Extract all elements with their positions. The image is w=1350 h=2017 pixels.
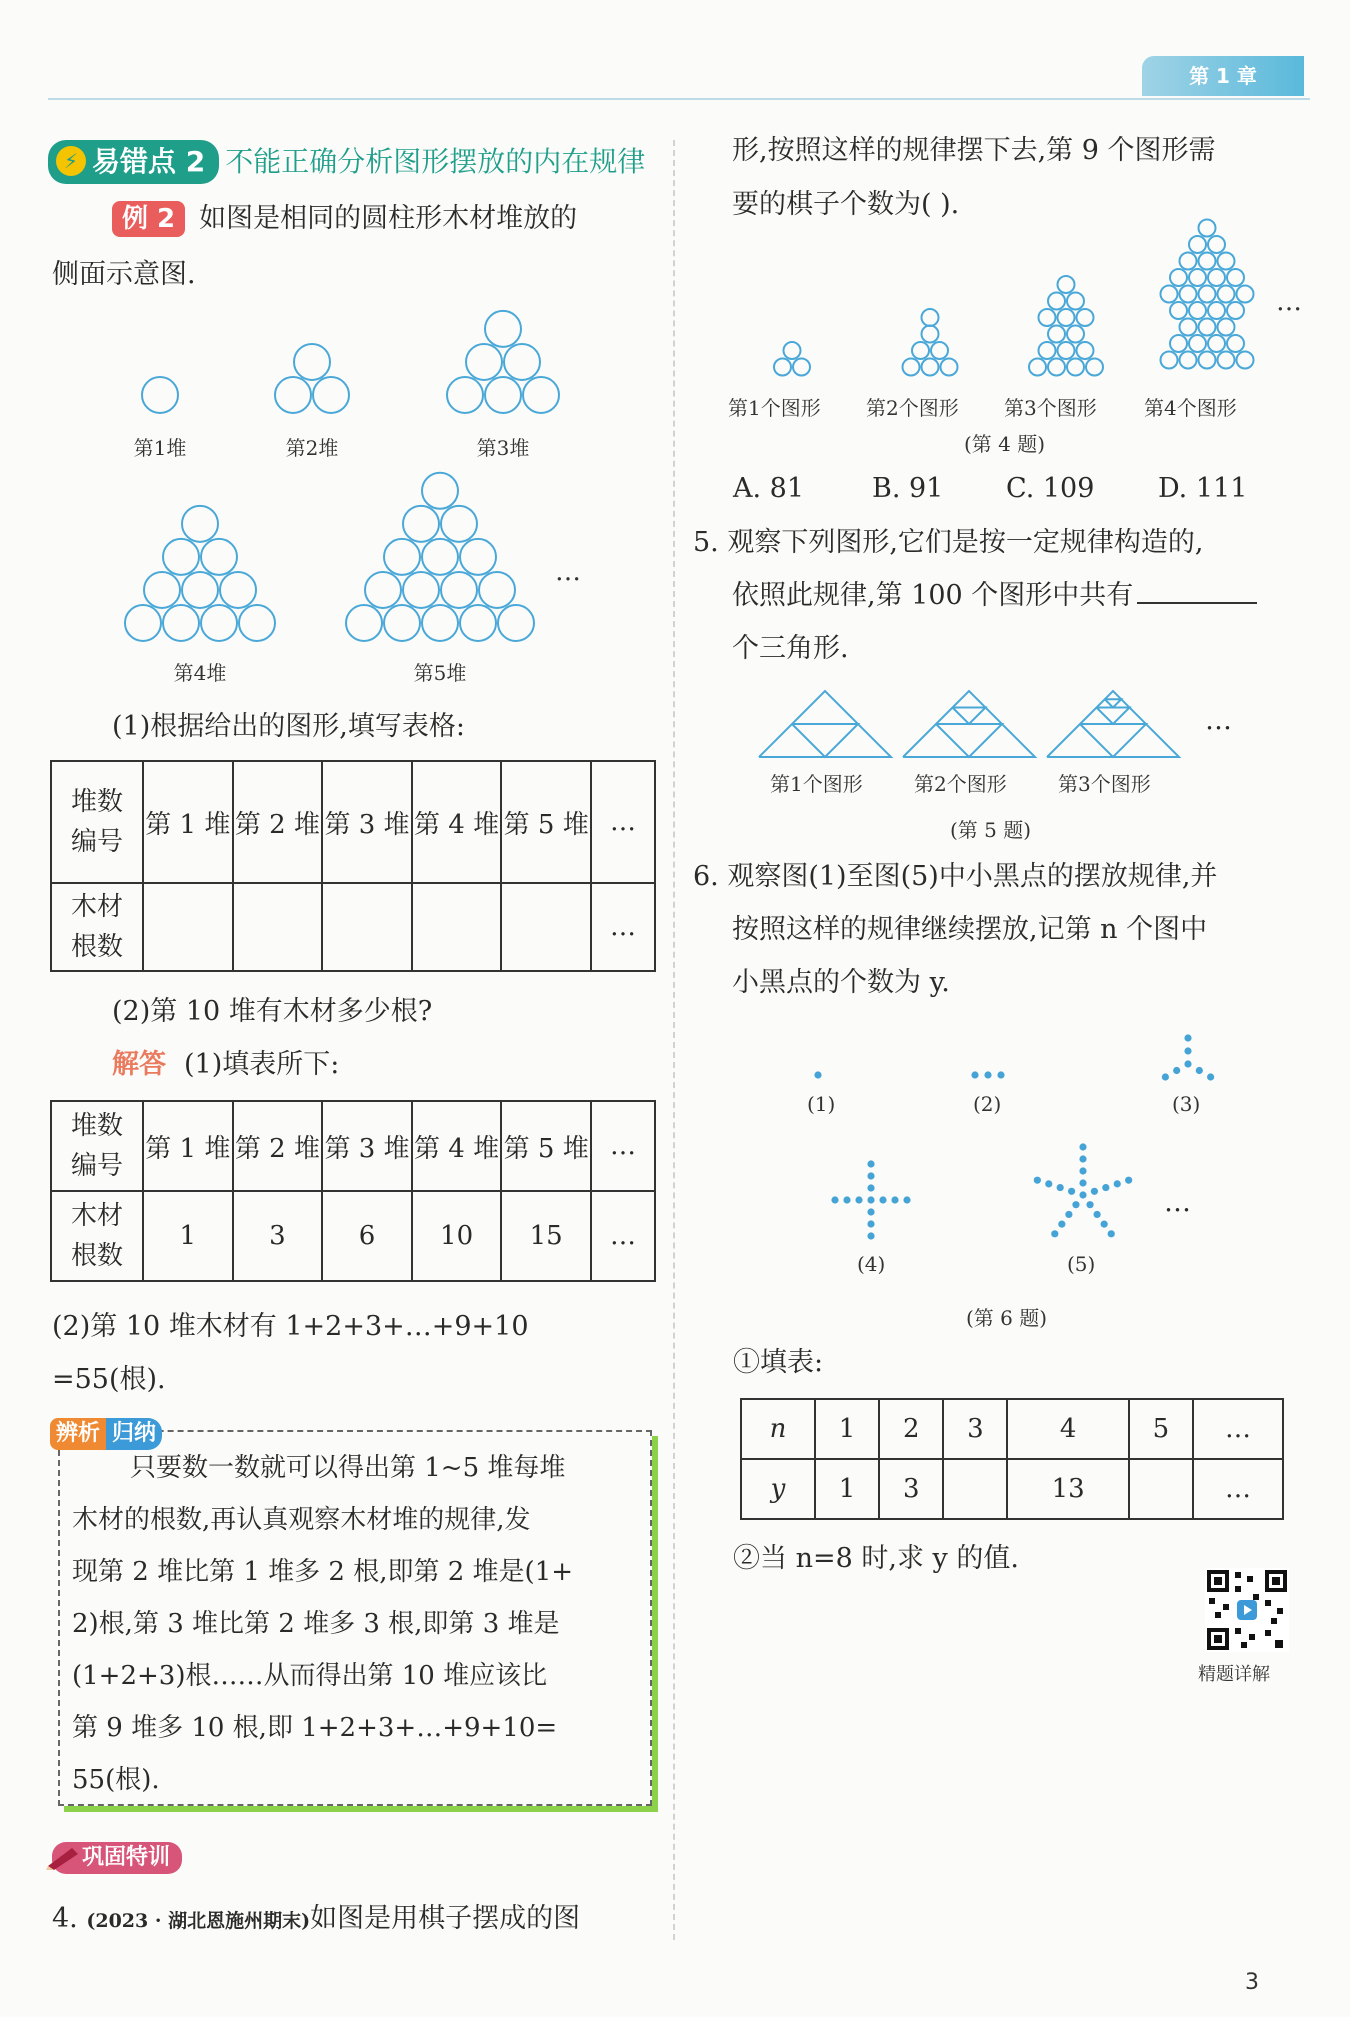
answer-2-line-2: =55(根). [52,1364,166,1395]
q6-y-cell: 1 [815,1459,879,1519]
black-dot [1108,1230,1115,1237]
black-dot [814,1071,821,1078]
black-dot [867,1232,874,1239]
q4-fig-label-1: 第1个图形 [728,396,821,420]
q6-y-head: y [741,1459,815,1519]
black-dot [831,1196,838,1203]
black-dot [1045,1180,1052,1187]
practice-tag [52,1842,182,1874]
answer-text: (1)填表所下: [184,1049,340,1080]
pile-ellipsis: … [555,557,581,587]
q6-n-cell: 5 [1129,1399,1193,1459]
black-dot [984,1071,991,1078]
q6-sub-2: ②当 n=8 时,求 y 的值. [733,1543,1019,1574]
black-dot [903,1196,910,1203]
table2-col-3: 第 3 堆 [322,1101,412,1191]
black-dot [1125,1177,1132,1184]
black-dot [1184,1034,1191,1041]
black-dot [867,1160,874,1167]
q6-n-cell: 4 [1007,1399,1128,1459]
section-title: 不能正确分析图形摆放的内在规律 [225,145,646,178]
q4-option-d[interactable]: D. 111 [1158,473,1248,504]
black-dot [1114,1180,1121,1187]
table1-col-1: 第 1 堆 [143,761,233,883]
black-dot [1057,1184,1064,1191]
table2-value: 6 [322,1191,412,1281]
q4-fig-label-2: 第2个图形 [866,396,959,420]
black-dot [1094,1211,1101,1218]
q6-sub-1: ①填表: [733,1347,824,1378]
q4-number: 4. [52,1903,78,1934]
black-dot [867,1172,874,1179]
black-dot [867,1220,874,1227]
lightning-icon: ⚡ [56,146,86,176]
q6-fig-label-1: (1) [807,1092,836,1116]
q4-option-c[interactable]: C. 109 [1006,473,1095,504]
table2-value: 1 [143,1191,233,1281]
black-dot [1079,1155,1086,1162]
table1-col-3: 第 3 堆 [322,761,412,883]
table2-value: 10 [412,1191,502,1281]
black-dot [1196,1067,1203,1074]
black-dot [867,1196,874,1203]
table2-col-4: 第 4 堆 [412,1101,502,1191]
q6-y-cell: 13 [1007,1459,1128,1519]
q4-source: (2023 · 湖北恩施州期末) [86,1910,311,1932]
analysis-line: 2)根,第 3 堆比第 2 堆多 3 根,即第 3 堆是 [72,1609,560,1639]
black-dot [1173,1067,1180,1074]
q5-line-3: 个三角形. [732,633,849,664]
black-dot [1058,1221,1065,1228]
black-dot [1065,1211,1072,1218]
q6-caption: (第 6 题) [966,1306,1048,1330]
question-1: (1)根据给出的图形,填写表格: [112,711,465,742]
black-dot [867,1184,874,1191]
q6-table [740,1398,1284,1520]
answer-label: 解答 [112,1049,166,1080]
q6-n-more: … [1193,1399,1283,1459]
black-dot [867,1208,874,1215]
practice-tag-label: 巩固特训 [82,1845,171,1870]
black-dot [1184,1060,1191,1067]
analysis-line: 木材的根数,再认真观察木材堆的规律,发 [72,1505,531,1535]
black-dot [1207,1073,1214,1080]
q6-fig-label-2: (2) [973,1092,1002,1116]
example-line-2: 侧面示意图. [52,259,196,290]
pile-label-5: 第5堆 [413,661,467,685]
table1-col-2: 第 2 堆 [233,761,323,883]
q5-fig-label-2: 第2个图形 [914,772,1007,796]
section-tag-label: 易错点 2 [92,145,206,178]
q6-n-head: n [741,1399,815,1459]
pile-label-3: 第3堆 [476,436,530,460]
black-dot [1184,1047,1191,1054]
black-dot [855,1196,862,1203]
analysis-line: 只要数一数就可以得出第 1~5 堆每堆 [130,1453,566,1483]
table2-col-more: … [591,1101,655,1191]
q4-continue-1: 形,按照这样的规律摆下去,第 9 个图形需 [732,135,1216,166]
q4-fig-label-4: 第4个图形 [1144,396,1237,420]
q6-y-cell: 3 [879,1459,943,1519]
pile-label-2: 第2堆 [285,436,339,460]
q4-continue-2: 要的棋子个数为( ). [732,189,960,220]
q6-n-cell: 1 [815,1399,879,1459]
table1-col-5: 第 5 堆 [501,761,591,883]
black-dot [1086,1201,1093,1208]
example-text: 如图是相同的圆柱形木材堆放的 [199,203,578,234]
table2-col-1: 第 1 堆 [143,1101,233,1191]
q6-ellipsis: … [1164,1187,1191,1218]
black-dot [1162,1073,1169,1080]
analysis-line: 第 9 堆多 10 根,即 1+2+3+…+9+10= [72,1713,558,1743]
answer-2-line-1: (2)第 10 堆木材有 1+2+3+…+9+10 [52,1311,529,1342]
black-dot [1079,1191,1086,1198]
table1-col-more: … [591,761,655,883]
q4-option-b[interactable]: B. 91 [872,473,944,504]
black-dot [1068,1188,1075,1195]
black-dot [1051,1230,1058,1237]
pencil-icon [46,1846,80,1870]
q6-fig-label-5: (5) [1067,1252,1096,1276]
black-dot [1101,1221,1108,1228]
black-dot [891,1196,898,1203]
table2-col-5: 第 5 堆 [501,1101,591,1191]
table2-col-2: 第 2 堆 [233,1101,323,1191]
page-number: 3 [1245,1970,1259,1995]
black-dot [1079,1167,1086,1174]
q6-n-cell: 3 [943,1399,1007,1459]
q4-caption: (第 4 题) [964,432,1046,456]
q6-fig-label-4: (4) [857,1252,886,1276]
analysis-line: 现第 2 堆比第 1 堆多 2 根,即第 2 堆是(1+ [72,1557,574,1587]
black-dot [1034,1177,1041,1184]
pile-label-4: 第4堆 [173,661,227,685]
q6-fig-label-3: (3) [1172,1092,1201,1116]
analysis-box [58,1430,652,1806]
q4-option-a[interactable]: A. 81 [733,473,805,504]
black-dot [997,1071,1004,1078]
qr-caption: 精题详解 [1198,1664,1270,1685]
q6-line-2: 按照这样的规律继续摆放,记第 n 个图中 [732,914,1208,945]
black-dot [843,1196,850,1203]
black-dot [1079,1179,1086,1186]
black-dot [1091,1188,1098,1195]
q4-text: 如图是用棋子摆成的图 [310,1903,581,1934]
q6-n-cell: 2 [879,1399,943,1459]
analysis-tag-2: 归纳 [106,1418,162,1450]
black-dot [879,1196,886,1203]
table1-row1-head: 堆数 编号 [51,761,143,883]
q5-fig-label-1: 第1个图形 [770,772,863,796]
analysis-tag [50,1418,162,1450]
analysis-tag-1: 辨析 [50,1418,106,1450]
table2-value-more: … [591,1191,655,1281]
q4-fig-label-3: 第3个图形 [1004,396,1097,420]
black-dot [1102,1184,1109,1191]
table1-row2-more: … [591,883,655,971]
question-4-start [52,1892,580,1948]
q6-y-blank[interactable] [943,1459,1007,1519]
analysis-line: 55(根). [72,1765,160,1795]
table1-row2-head: 木材 根数 [51,883,143,971]
q5-caption: (第 5 题) [950,818,1032,842]
q5-ellipsis: … [1205,705,1232,736]
example-badge: 例 2 [112,201,185,237]
table2-row2-head: 木材 根数 [51,1191,143,1281]
analysis-line: (1+2+3)根……从而得出第 10 堆应该比 [72,1661,548,1691]
q6-line-1: 6. 观察图(1)至图(5)中小黑点的摆放规律,并 [693,861,1218,892]
table1-col-4: 第 4 堆 [412,761,502,883]
pile-label-1: 第1堆 [133,436,187,460]
question-2: (2)第 10 堆有木材多少根? [112,996,433,1027]
q5-line-1: 5. 观察下列图形,它们是按一定规律构造的, [693,527,1204,558]
black-dot [1079,1143,1086,1150]
q6-line-3: 小黑点的个数为 y. [732,967,950,998]
table2-value: 3 [233,1191,323,1281]
qr-code-icon[interactable] [1205,1568,1289,1652]
q6-y-more: … [1193,1459,1283,1519]
black-dot [971,1071,978,1078]
q5-fig-label-3: 第3个图形 [1058,772,1151,796]
chapter-tab: 第 1 章 [1142,56,1304,96]
black-dot [1072,1201,1079,1208]
q5-line-2: 依照此规律,第 100 个图形中共有 [732,569,1257,622]
table2-row1-head: 堆数 编号 [51,1101,143,1191]
chess-ellipsis: … [1276,287,1302,317]
q6-y-blank[interactable] [1129,1459,1193,1519]
table2-value: 15 [501,1191,591,1281]
